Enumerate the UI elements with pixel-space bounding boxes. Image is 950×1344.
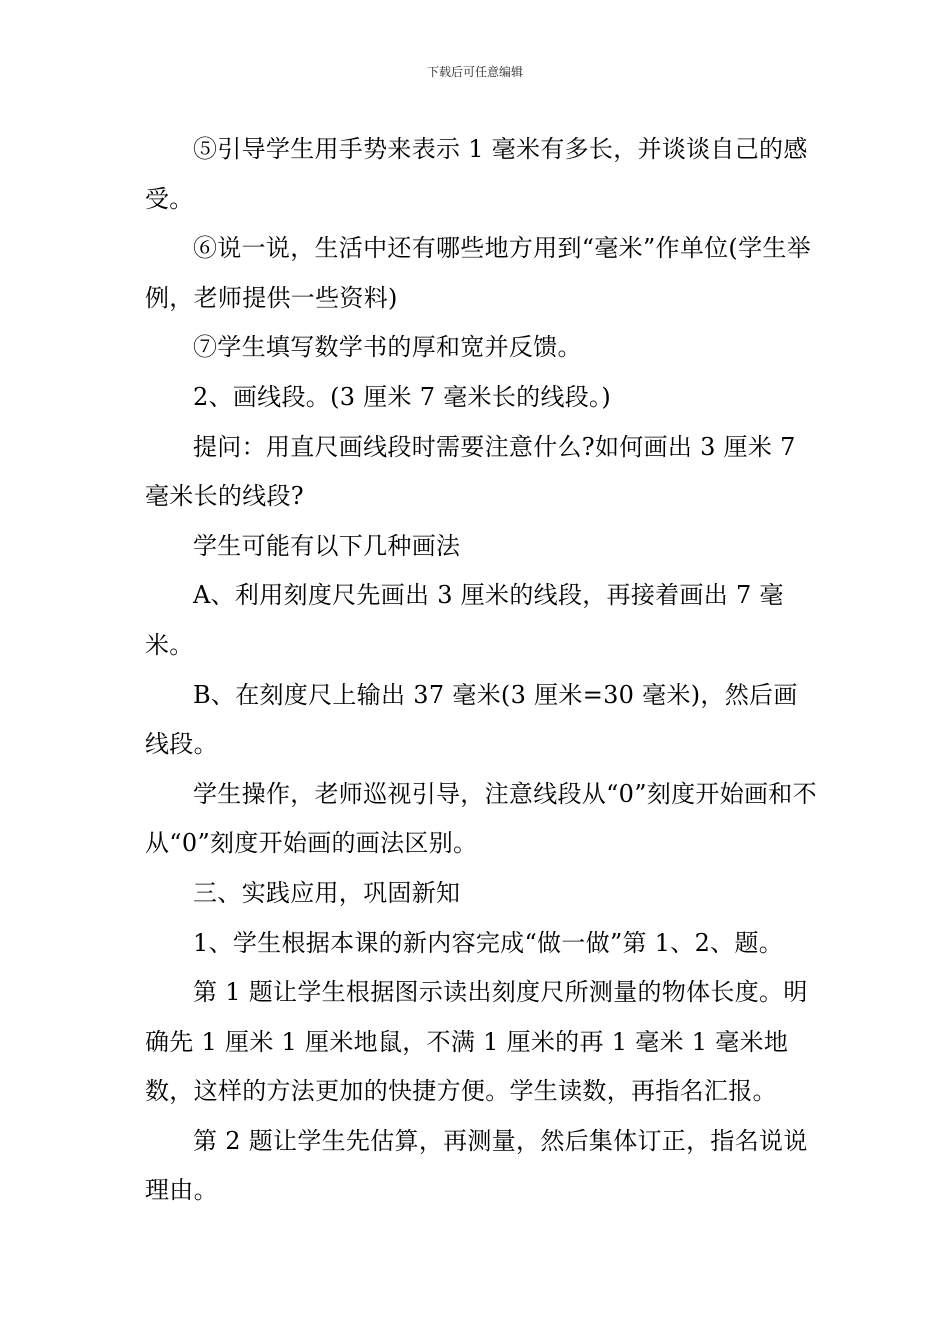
document-body [145, 125, 820, 1216]
paragraph: 学生可能有以下几种画法 [193, 531, 461, 560]
paragraph: 1、学生根据本课的新内容完成“做一做”第 1、2、题。 [193, 928, 784, 957]
section-heading: 三、实践应用，巩固新知 [193, 878, 461, 907]
paragraph: ⑥说一说，生活中还有哪些地方用到“毫米”作单位(学生举例，老师提供一些资料) [145, 234, 812, 312]
page-header: 下载后可任意编辑 [426, 65, 523, 79]
paragraph: 第 1 题让学生根据图示读出刻度尺所测量的物体长度。明确先 1 厘米 1 厘米地鼠，不满 1 厘米的再 1 毫米 1 毫米地数，这样的方法更加的快捷方便。学生读数，再指名汇报。 [145, 978, 808, 1106]
paragraph: 学生操作，老师巡视引导，注意线段从“0”刻度开始画和不从“0”刻度开始画的画法区别。 [145, 779, 817, 858]
paragraph: 提问：用直尺画线段时需要注意什么?如何画出 3 厘米 7 毫米长的线段? [145, 432, 796, 511]
paragraph: B、在刻度尺上输出 37 毫米(3 厘米=30 毫米)，然后画线段。 [145, 680, 798, 759]
paragraph: A、利用刻度尺先画出 3 厘米的线段，再接着画出 7 毫米。 [145, 581, 784, 659]
paragraph: ⑦学生填写数学书的厚和宽并反馈。 [193, 333, 582, 362]
paragraph: 第 2 题让学生先估算，再测量，然后集体订正，指名说说理由。 [145, 1126, 808, 1205]
paragraph: 2、画线段。(3 厘米 7 毫米长的线段。) [193, 382, 612, 411]
paragraph: ⑤引导学生用手势来表示 1 毫米有多长，并谈谈自己的感受。 [145, 135, 808, 213]
